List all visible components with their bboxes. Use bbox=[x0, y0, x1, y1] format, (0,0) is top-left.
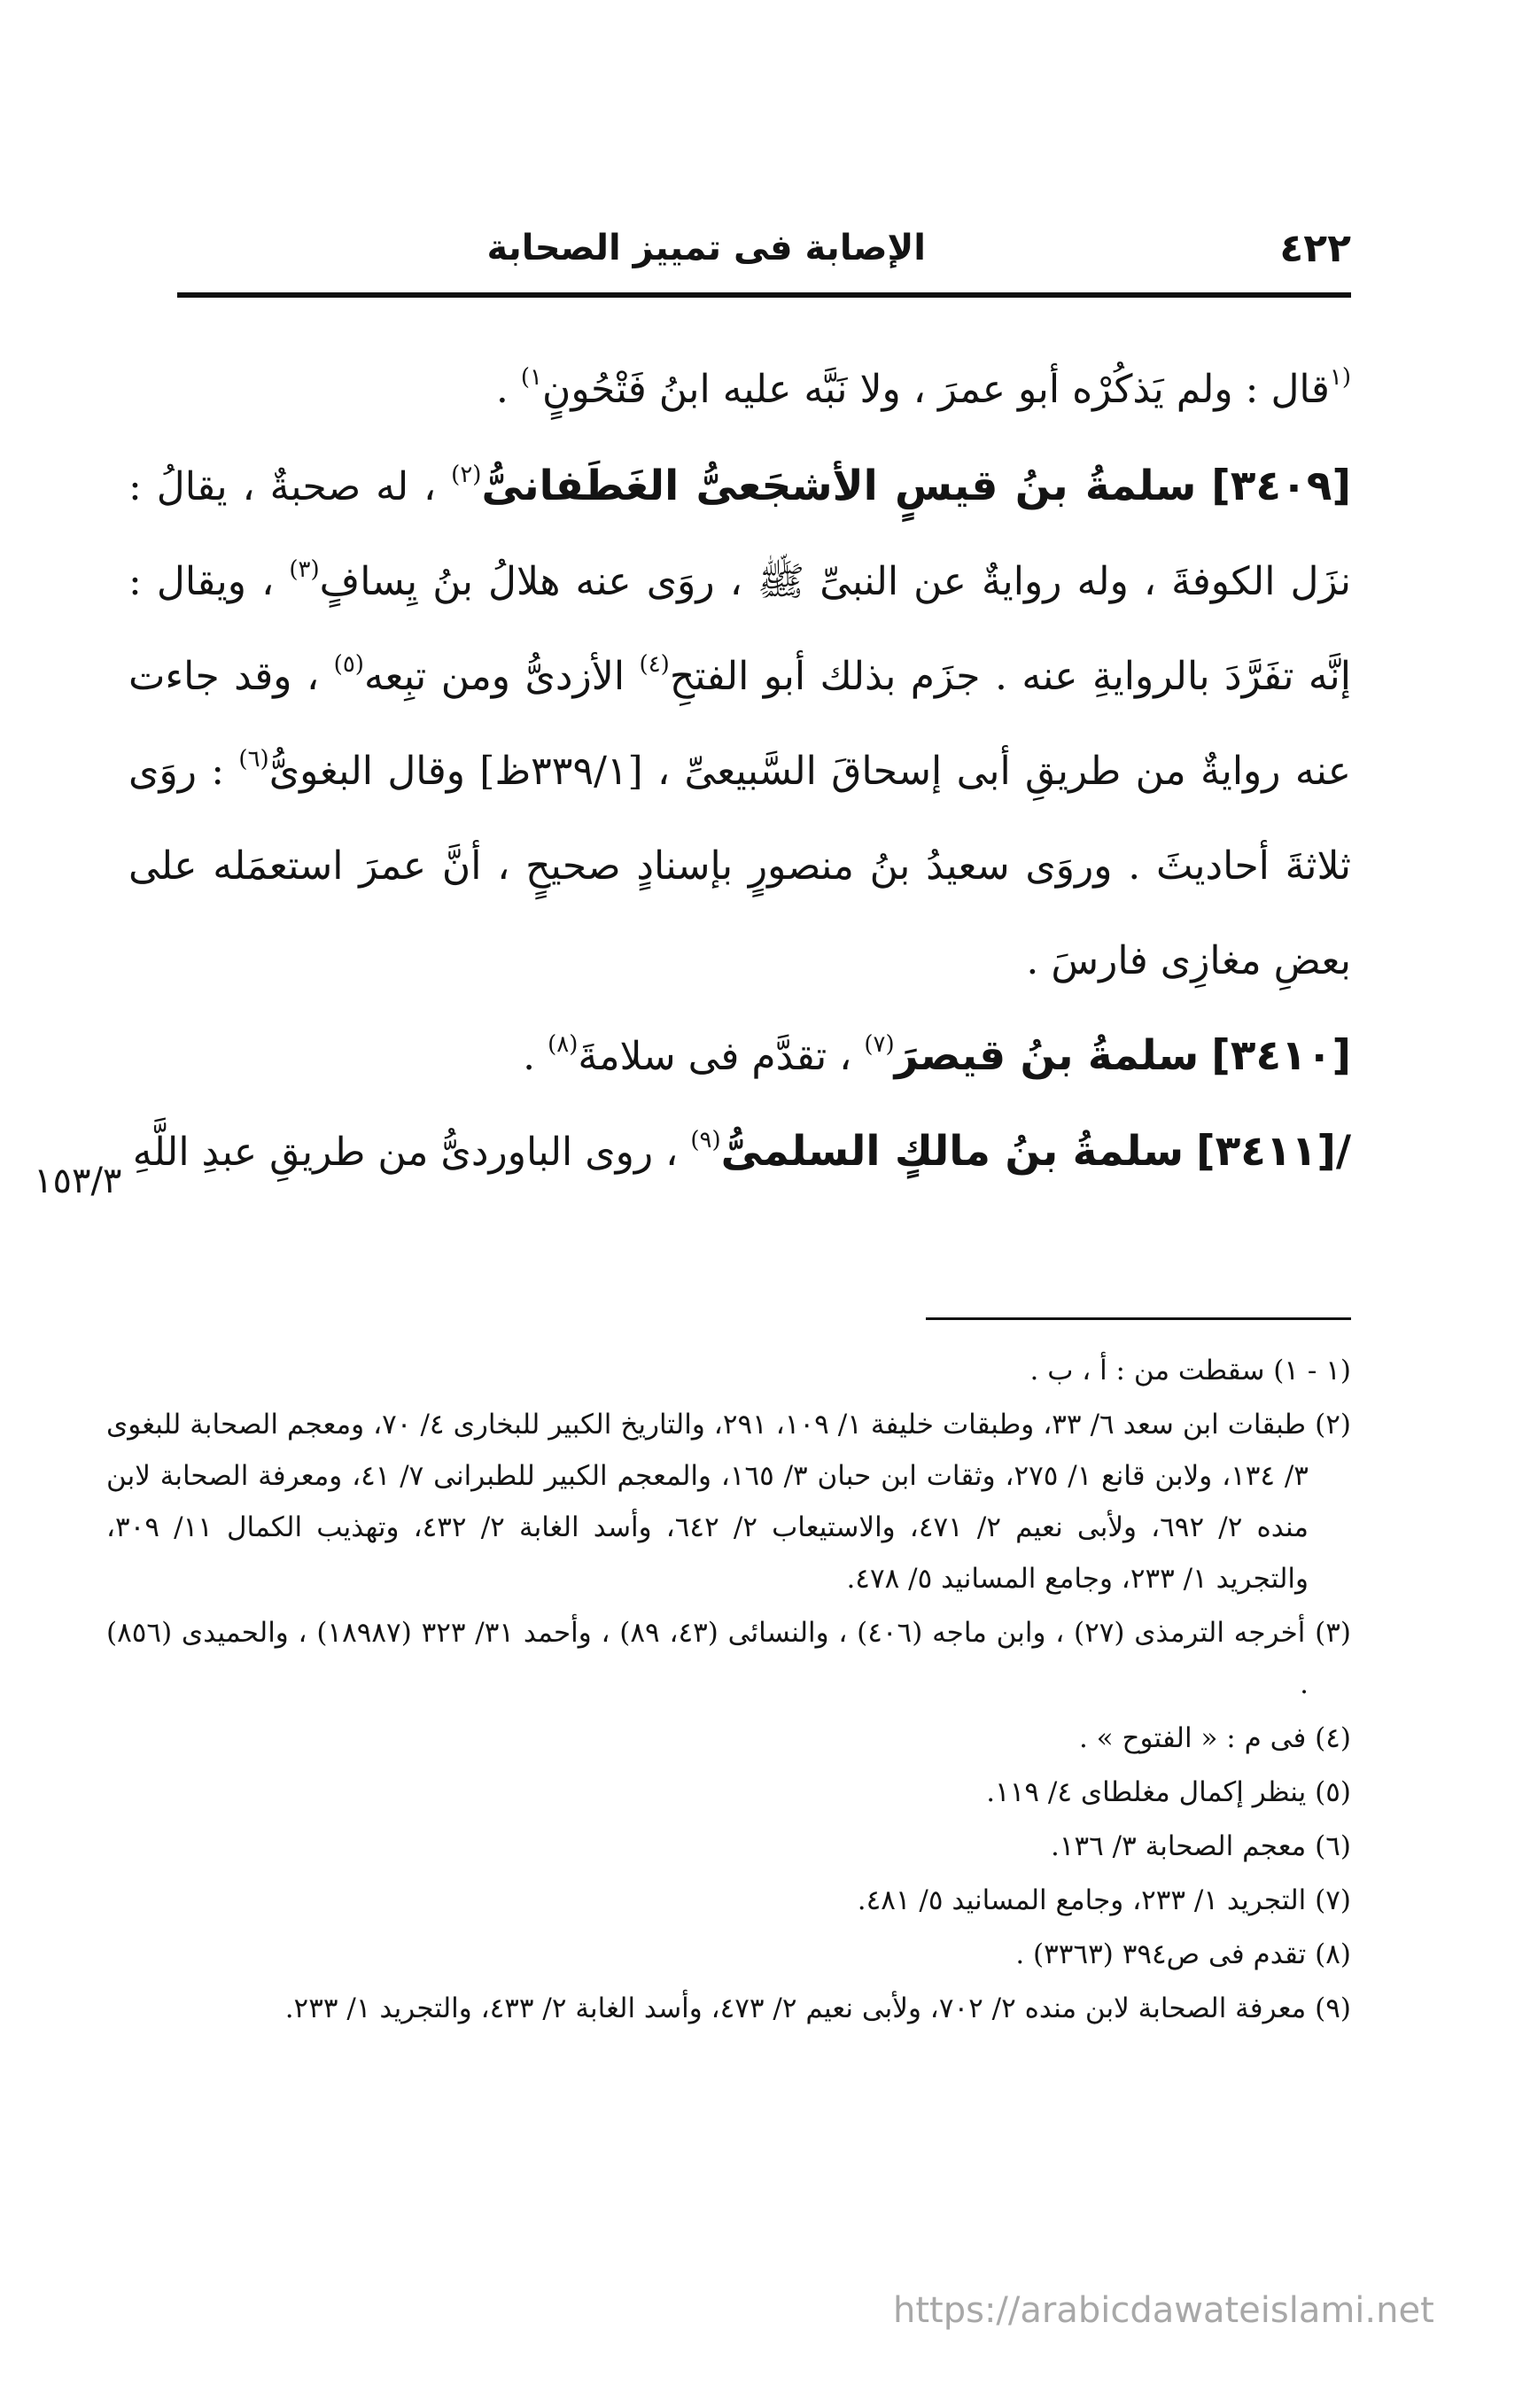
footnote-ref: ١) bbox=[520, 364, 542, 391]
entry-end: . bbox=[523, 1034, 548, 1079]
entry-name: سلمةُ بنُ مالكٍ السلمىُّ bbox=[720, 1127, 1185, 1176]
entry-text: ، ويقال : إنَّه تفَرَّدَ بالروايةِ عنه . جزَم بذلك أبو الفتحِ bbox=[128, 559, 1351, 699]
main-text bbox=[128, 341, 1351, 1200]
entry-text: ، وقد جاءت عنه روايةٌ من طريقِ أبى إسحاقَ السَّبيعىِّ ، [٣٣٩/١ظ] وقال البغوىُّ bbox=[128, 654, 1351, 794]
footnote-ref: (٤) bbox=[639, 651, 670, 678]
entry-3410 bbox=[128, 1008, 1351, 1104]
entry-text: : روَى ثلاثةَ أحاديثَ . وروَى سعيدُ بنُ منصورٍ بإسنادٍ صحيحٍ ، أنَّ عمرَ استعمَله على بعضِ مغازِى فارسَ . bbox=[128, 749, 1351, 983]
footnote-ref: (٦) bbox=[238, 746, 269, 773]
footnote-8: (٨) تقدم فى ص٣٩٤ (٣٣٦٣) . bbox=[1015, 1938, 1351, 1970]
entry-name: سلمةُ بنُ قيصرَ bbox=[894, 1031, 1200, 1080]
quote-end: . bbox=[495, 367, 521, 412]
footnote-4: (٤) فى م : « الفتوح » . bbox=[1078, 1722, 1351, 1754]
footnote-divider bbox=[926, 1317, 1351, 1320]
entry-name: سلمةُ بنُ قيسٍ الأشجَعىُّ الغَطَفانىُّ bbox=[481, 462, 1197, 510]
footnote-ref: (١ bbox=[1329, 364, 1351, 391]
page-number: ٤٢٢ bbox=[1279, 226, 1351, 271]
page-break-marker: / bbox=[1335, 1127, 1351, 1176]
footnote-7: (٧) التجريد ١/ ٢٣٣، وجامع المسانيد ٥/ ٤٨١. bbox=[857, 1884, 1351, 1916]
footnote-ref: (٣) bbox=[289, 556, 320, 583]
entry-3411 bbox=[128, 1104, 1351, 1200]
footnote-ref: (٧) bbox=[864, 1031, 895, 1058]
paragraph-quote bbox=[128, 341, 1351, 439]
footnote-6: (٦) معجم الصحابة ٣/ ١٣٦. bbox=[1050, 1830, 1351, 1862]
page-header bbox=[177, 226, 1351, 288]
entry-text: الأزدىُّ ومن تبِعه bbox=[363, 654, 625, 699]
footnote-5: (٥) ينظر إكمال مغلطاى ٤/ ١١٩. bbox=[986, 1776, 1351, 1808]
footnote-1: (١ - ١) سقطت من : أ ، ب . bbox=[1029, 1355, 1351, 1387]
entry-number: [٣٤١٠] bbox=[1211, 1031, 1351, 1080]
quote-text: قال : ولم يَذكُرْه أبو عمرَ ، ولا نَبَّه عليه ابنُ فَتْحُونٍ bbox=[542, 367, 1330, 412]
entry-text: ، له صحبةٌ ، يقالُ : نزَل الكوفةَ ، وله روايةٌ عن النبىِّ ﷺ ، روَى عنه هلالُ بنُ يِسافٍ bbox=[128, 464, 1351, 604]
running-title: الإصابة فى تمييز الصحابة bbox=[486, 228, 926, 268]
footnote-2: (٢) طبقات ابن سعد ٦/ ٣٣، وطبقات خليفة ١/ ١٠٩، ٢٩١، والتاريخ الكبير للبخارى ٤/ ٧٠، ومعجم الصحابة للبغوى ٣/ ١٣٤، ولابن قانع ١/ ٢٧٥، وثقات ابن حبان ٣/ ١٦٥، والمعجم الكبير للطبرانى ٧/ ٤١، ومعرفة الصحابة لابن منده ٢/ ٦٩٢، ولأبى نعيم ٢/ ٤٧١، والاستيعاب ٢/ ٦٤٢، وأسد الغابة ٢/ ٤٣٢، وتهذيب الكمال ١١/ ٣٠٩، والتجريد ١/ ٢٣٣، وجامع المسانيد ٥/ ٤٧٨. bbox=[106, 1409, 1351, 1595]
entry-number: [٣٤١١] bbox=[1196, 1127, 1336, 1176]
footnote-9: (٩) معرفة الصحابة لابن منده ٢/ ٧٠٢، ولأبى نعيم ٢/ ٤٧٣، وأسد الغابة ٢/ ٤٣٣، والتجريد ١/ ٢٣٣. bbox=[284, 1992, 1351, 2024]
entry-text: ، تقدَّم فى سلامةَ bbox=[578, 1034, 852, 1079]
footnote-3: (٣) أخرجه الترمذى (٢٧) ، وابن ماجه (٤٠٦) ، والنسائى (٤٣، ٨٩) ، وأحمد ٣١/ ٣٢٣ (١٨٩٨٧) ، والحميدى (٨٥٦) . bbox=[106, 1617, 1351, 1700]
entry-number: [٣٤٠٩] bbox=[1211, 462, 1351, 510]
footnote-ref: (٨) bbox=[548, 1031, 579, 1058]
header-divider bbox=[177, 292, 1351, 298]
footnote-ref: (٥) bbox=[333, 651, 364, 678]
entry-3409 bbox=[128, 439, 1351, 1008]
entry-text: ، روى الباوردىُّ من طريقِ عبدِ اللَّهِ bbox=[132, 1130, 679, 1175]
footnote-ref: (٩) bbox=[690, 1127, 721, 1154]
footnotes bbox=[106, 1345, 1351, 2037]
margin-reference: ١٥٣/٣ bbox=[34, 1161, 122, 1201]
footnote-ref: (٢) bbox=[451, 462, 482, 488]
watermark-url: https://arabicdawateislami.net bbox=[893, 2290, 1434, 2331]
